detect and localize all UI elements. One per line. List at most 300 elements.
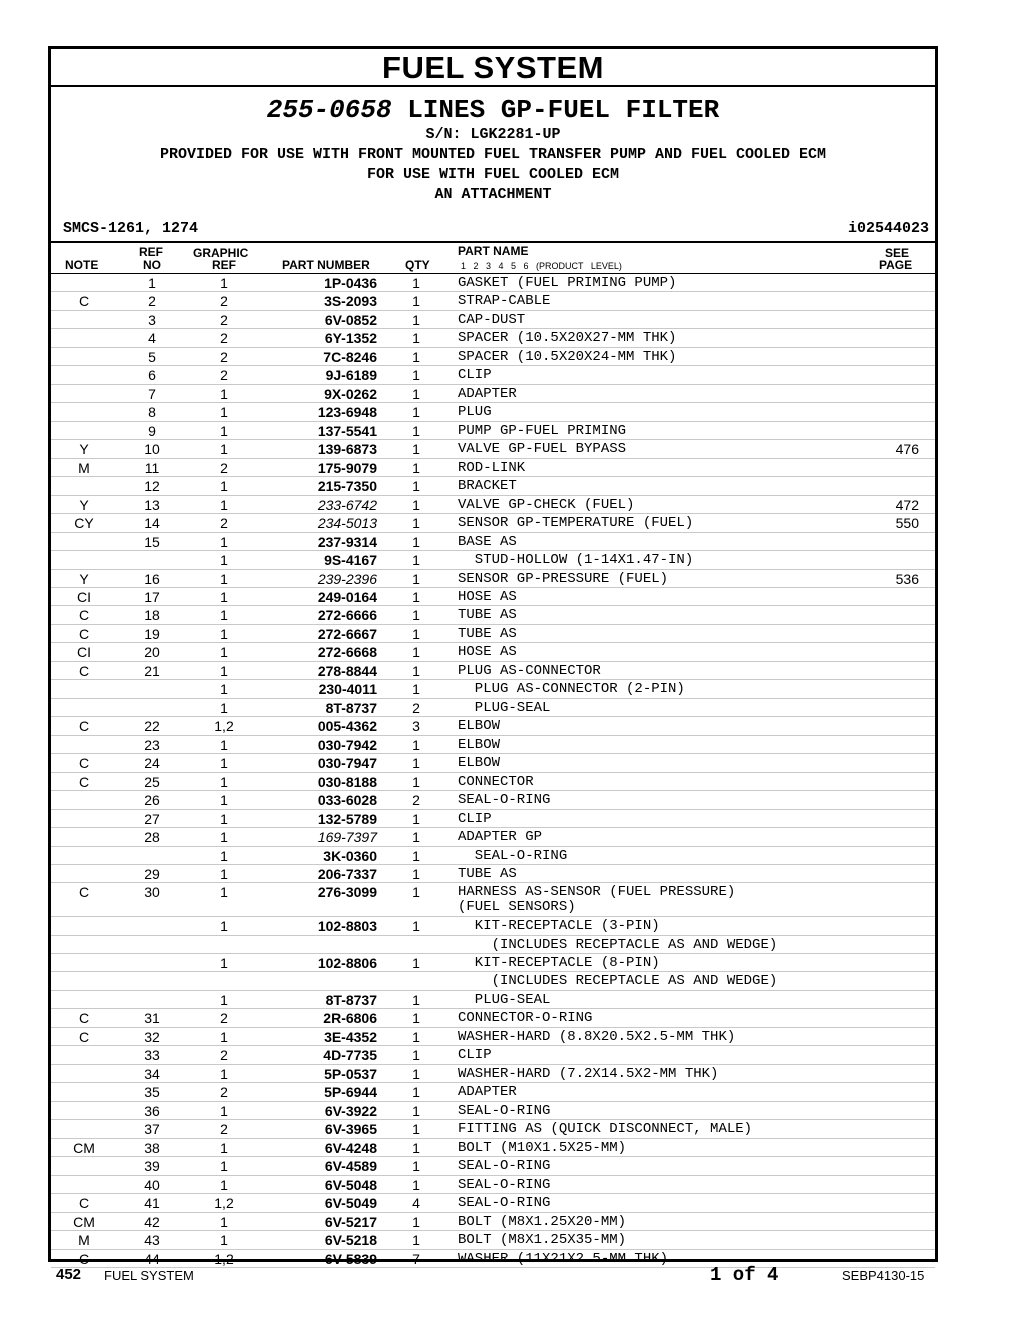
see-page-cell: 476 [895,441,919,458]
table-row [51,662,935,680]
qty-cell: 1 [412,1084,420,1101]
part-number-cell: 6V-5217 [324,1213,377,1230]
part-number-cell: 137-5541 [317,422,377,439]
ref-no-cell: 35 [144,1084,160,1101]
part-number-cell: 272-6666 [317,607,377,624]
group-name: LINES GP-FUEL FILTER [407,95,720,125]
part-number-cell: 276-3099 [317,884,377,901]
part-name-cell: PLUG AS-CONNECTOR (2-PIN) [458,681,685,698]
table-row [51,348,935,366]
part-number-cell: 234-5013 [317,515,377,532]
qty-cell: 1 [412,755,420,772]
part-name-cell: ELBOW [458,755,501,772]
qty-cell: 1 [412,404,420,421]
part-name-cell: SEAL-O-RING [458,1102,551,1119]
part-name-cell: BOLT (M8X1.25X20-MM) [458,1213,627,1230]
table-row [51,643,935,661]
qty-cell: 1 [412,348,420,365]
graphic-ref-cell: 2 [220,1121,228,1138]
part-number-cell: 6V-4589 [324,1158,377,1175]
ref-no-cell: 38 [144,1139,160,1156]
table-row [51,588,935,606]
part-name-cell: HOSE AS [458,588,517,605]
qty-cell: 1 [412,1176,420,1193]
table-row [51,883,935,917]
graphic-ref-cell: 1 [220,496,228,513]
note-cell: M [78,1232,90,1249]
graphic-ref-cell: 2 [220,330,228,347]
table-row [51,717,935,735]
note-cell: C [78,773,90,790]
parts-page-frame [48,46,938,1267]
graphic-ref-cell: 1 [220,1102,228,1119]
qty-cell: 1 [412,515,420,532]
qty-cell: 1 [412,866,420,882]
ref-no-cell: 26 [144,792,160,809]
part-name-cell: BOLT (M10X1.5X25-MM) [458,1139,627,1156]
part-number-cell: 9S-4167 [324,552,377,569]
part-number-cell: 272-6667 [317,625,377,642]
serial-number: S/N: LGK2281-UP [425,126,561,143]
ref-no-cell: 30 [144,884,160,901]
graphic-ref-cell: 1 [220,422,228,439]
part-number-cell: 030-7947 [317,755,377,772]
table-row [51,311,935,329]
part-name-cell: CONNECTOR-O-RING [458,1010,593,1027]
ref-no-cell: 29 [144,866,160,882]
part-number-cell: 102-8806 [317,955,377,971]
col-ref-no-line1: REF [139,245,163,259]
col-note: NOTE [65,258,99,272]
part-number-cell: 169-7397 [317,829,377,846]
graphic-ref-cell: 2 [220,293,228,310]
part-name-cell: PLUG [458,404,492,421]
qty-cell: 7 [412,1250,420,1267]
part-name-cell: PLUG-SEAL [458,991,551,1008]
col-qty: QTY [405,258,430,272]
graphic-ref-cell: 1 [220,1176,228,1193]
part-name-cell: BOLT (M8X1.25X35-MM) [458,1232,627,1249]
part-number-cell: 3S-2093 [324,293,377,310]
see-page-cell: 550 [895,515,919,532]
note-cell: CI [77,644,91,661]
graphic-ref-cell: 1 [220,991,228,1008]
part-name-cell: HOSE AS [458,644,517,661]
table-row [51,1120,935,1138]
ref-no-cell: 9 [148,422,156,439]
note-cell: CI [77,588,91,605]
qty-cell: 1 [412,829,420,846]
table-row [51,1083,935,1101]
part-number-cell: 6V-0852 [324,311,377,328]
part-name-cell: HARNESS AS-SENSOR (FUEL PRESSURE) [458,884,736,901]
graphic-ref-cell: 1 [220,792,228,809]
qty-cell: 1 [412,293,420,310]
part-number-cell: 206-7337 [317,866,377,882]
ref-no-cell: 12 [144,478,160,495]
ref-no-cell: 34 [144,1065,160,1082]
qty-cell: 1 [412,311,420,328]
ref-no-cell: 19 [144,625,160,642]
table-row [51,810,935,828]
note-cell: C [78,884,90,901]
graphic-ref-cell: 1 [220,955,228,971]
graphic-ref-cell: 2 [220,311,228,328]
col-see-page-line1: SEE [885,246,910,260]
qty-cell: 1 [412,1139,420,1156]
note-cell: C [78,625,90,642]
graphic-ref-cell: 1 [220,918,228,935]
qty-cell: 1 [412,478,420,495]
part-name-cell: SENSOR GP-TEMPERATURE (FUEL) [458,515,694,532]
qty-cell: 1 [412,1121,420,1138]
part-number-cell: 6V-3965 [324,1121,377,1138]
part-name-cell: SEAL-O-RING [458,792,551,809]
usage-note-1: PROVIDED FOR USE WITH FRONT MOUNTED FUEL TRANSFER PUMP AND FUEL COOLED ECM [159,146,827,163]
part-name-cell: CLIP [458,810,492,827]
part-name-cell: VALVE GP-CHECK (FUEL) [458,496,635,513]
table-row [51,847,935,865]
table-row [51,1213,935,1231]
part-number-cell: 5P-0537 [324,1065,377,1082]
part-name-cell: FITTING AS (QUICK DISCONNECT, MALE) [458,1121,753,1138]
ref-no-cell: 25 [144,773,160,790]
graphic-ref-cell: 1 [220,681,228,698]
note-cell: C [78,662,90,679]
qty-cell: 1 [412,330,420,347]
qty-cell: 1 [412,955,420,971]
note-cell: C [78,1195,90,1212]
table-row [51,1028,935,1046]
part-number-cell: 132-5789 [317,810,377,827]
part-number-cell: 5P-6944 [324,1084,377,1101]
ref-no-cell: 7 [148,385,156,402]
section-title: FUEL SYSTEM [51,49,935,87]
part-name-cell: TUBE AS [458,607,517,624]
table-row [51,551,935,569]
table-row [51,754,935,772]
page-footer [0,1262,1020,1292]
part-name-cell: ELBOW [458,718,501,735]
graphic-ref-cell: 1 [220,404,228,421]
ref-no-cell: 28 [144,829,160,846]
graphic-ref-cell: 2 [220,1047,228,1064]
part-name-cell: SEAL-O-RING [458,847,568,864]
part-number-cell: 230-4011 [318,681,377,698]
part-name-cell: BASE AS [458,533,517,550]
note-cell: CY [74,515,94,532]
graphic-ref-cell: 2 [220,367,228,384]
ref-no-cell: 3 [148,311,156,328]
qty-cell: 1 [412,1010,420,1027]
note-cell: C [78,607,90,624]
part-name-cell: ROD-LINK [458,459,526,476]
note-cell: C [78,1028,90,1045]
table-row [51,366,935,384]
part-number-cell: 6V-5218 [324,1232,377,1249]
part-number-cell: 3E-4352 [324,1028,377,1045]
part-number-cell: 6V-5048 [324,1176,377,1193]
graphic-ref-cell: 1 [220,1232,228,1249]
part-name-cell: PLUG-SEAL [458,699,551,716]
part-name-cell: TUBE AS [458,625,517,642]
graphic-ref-cell: 1 [220,275,228,291]
usage-note-2: FOR USE WITH FUEL COOLED ECM [366,166,620,183]
ref-no-cell: 32 [144,1028,160,1045]
part-number-cell: 2R-6806 [323,1010,377,1027]
table-row [51,570,935,588]
col-graphic-ref-line1: GRAPHIC [193,246,249,260]
part-name-cell: SEAL-O-RING [458,1176,551,1193]
graphic-ref-cell: 1 [220,607,228,624]
part-number-cell: 030-7942 [317,736,377,753]
table-row [51,274,935,292]
part-name-cell: CAP-DUST [458,311,526,328]
graphic-ref-cell: 1 [220,441,228,458]
ref-no-cell: 40 [144,1176,160,1193]
qty-cell: 1 [412,1158,420,1175]
ref-no-cell: 17 [144,588,160,605]
note-cell: C [78,1250,90,1267]
ref-no-cell: 10 [144,441,160,458]
graphic-ref-cell: 1,2 [214,1250,234,1267]
table-row [51,1009,935,1027]
ref-no-cell: 16 [144,570,160,587]
part-name-cell: ADAPTER [458,385,517,402]
part-number-cell: 239-2396 [317,570,377,587]
table-row [51,773,935,791]
part-number-cell: 8T-8737 [325,699,377,716]
graphic-ref-cell: 1 [220,699,228,716]
qty-cell: 1 [412,1065,420,1082]
ref-no-cell: 33 [144,1047,160,1064]
qty-cell: 1 [412,625,420,642]
qty-cell: 1 [412,496,420,513]
part-number-cell: 6V-3922 [324,1102,377,1119]
table-row [51,699,935,717]
ref-no-cell: 5 [148,348,156,365]
group-header [51,95,935,243]
see-page-cell: 472 [895,496,919,513]
graphic-ref-cell: 1,2 [214,1195,234,1212]
ref-no-cell: 21 [144,662,160,679]
qty-cell: 1 [412,736,420,753]
qty-cell: 1 [412,385,420,402]
ref-no-cell: 41 [144,1195,160,1212]
part-name-cell: CLIP [458,1047,492,1064]
qty-cell: 1 [412,918,420,935]
qty-cell: 4 [412,1195,420,1212]
graphic-ref-cell: 1 [220,662,228,679]
smcs-code: SMCS-1261, 1274 [63,220,199,237]
table-row [51,496,935,514]
qty-cell: 1 [412,1102,420,1119]
table-row [51,736,935,754]
part-name-cell: SPACER (10.5X20X27-MM THK) [458,330,677,347]
part-number-cell: 6V-5049 [324,1195,377,1212]
col-see-page-line2: PAGE [879,258,913,272]
graphic-ref-cell: 2 [220,1084,228,1101]
part-number-cell: 6Y-1352 [324,330,377,347]
part-name-cell: BRACKET [458,478,517,495]
usage-note-3: AN ATTACHMENT [434,186,552,203]
table-row [51,440,935,458]
see-page-cell: 536 [895,570,919,587]
qty-cell: 2 [412,792,420,809]
graphic-ref-cell: 1 [220,1158,228,1175]
ref-no-cell: 36 [144,1102,160,1119]
table-row [51,606,935,624]
qty-cell: 1 [412,459,420,476]
qty-cell: 1 [412,1213,420,1230]
part-number-cell: 4D-7735 [323,1047,377,1064]
note-cell: M [78,459,90,476]
table-row [51,1231,935,1249]
table-row [51,477,935,495]
part-number-cell: 1P-0436 [324,275,377,291]
qty-cell: 1 [412,773,420,790]
part-name-cell: VALVE GP-FUEL BYPASS [458,441,627,458]
part-number-cell: 8T-8737 [325,991,377,1008]
ref-no-cell: 8 [148,404,156,421]
graphic-ref-cell: 1 [220,625,228,642]
part-number-cell: 272-6668 [317,644,377,661]
note-cell: Y [79,496,89,513]
qty-cell: 1 [412,662,420,679]
graphic-ref-cell: 1 [220,736,228,753]
part-name-cell: CONNECTOR [458,773,534,790]
qty-cell: 1 [412,681,420,698]
group-number: 255-0658 [266,95,392,125]
part-name-cell: CLIP [458,367,492,384]
table-row [51,1194,935,1212]
part-name-cell: WASHER (11X21X2.5-MM THK) [458,1250,669,1267]
qty-cell: 1 [412,1047,420,1064]
qty-cell: 1 [412,884,420,901]
graphic-ref-cell: 2 [220,459,228,476]
table-row [51,1157,935,1175]
table-row [51,1139,935,1157]
footer-page-number: 452 [56,1266,82,1283]
part-number-cell: 7C-8246 [323,348,377,365]
ref-no-cell: 43 [144,1232,160,1249]
part-name-cell: PUMP GP-FUEL PRIMING [458,422,627,439]
part-number-cell: 175-9079 [317,459,377,476]
ref-no-cell: 4 [148,330,156,347]
table-row [51,936,935,954]
footer-section: FUEL SYSTEM [104,1268,194,1283]
ref-no-cell: 24 [144,755,160,772]
note-cell: CM [73,1213,95,1230]
ref-no-cell: 14 [144,515,160,532]
footer-page-of: 1 of 4 [710,1264,779,1286]
graphic-ref-cell: 1 [220,1065,228,1082]
ref-no-cell: 27 [144,810,160,827]
ref-no-cell: 44 [144,1250,160,1267]
part-name-cell: SENSOR GP-PRESSURE (FUEL) [458,570,669,587]
part-number-cell: 030-8188 [317,773,377,790]
qty-cell: 1 [412,533,420,550]
graphic-ref-cell: 1 [220,1139,228,1156]
table-row [51,533,935,551]
table-row [51,917,935,935]
note-cell: Y [79,570,89,587]
part-name-cell: (INCLUDES RECEPTACLE AS AND WEDGE) [458,936,778,953]
part-number-cell: 237-9314 [317,533,377,550]
part-number-cell: 033-6028 [317,792,377,809]
ref-no-cell: 42 [144,1213,160,1230]
illustration-id: i02544023 [847,220,929,237]
qty-cell: 1 [412,422,420,439]
part-name-cell: (INCLUDES RECEPTACLE AS AND WEDGE) [458,973,778,990]
table-row [51,828,935,846]
part-name-cell: GASKET (FUEL PRIMING PUMP) [458,275,677,291]
part-name-cell: ELBOW [458,736,501,753]
table-row [51,422,935,440]
table-row [51,791,935,809]
ref-no-cell: 15 [144,533,160,550]
table-row [51,972,935,990]
graphic-ref-cell: 1 [220,773,228,790]
qty-cell: 1 [412,847,420,864]
col-part-number: PART NUMBER [282,258,370,272]
ref-no-cell: 13 [144,496,160,513]
ref-no-cell: 22 [144,718,160,735]
part-number-cell: 005-4362 [317,718,377,735]
part-name-cell: STUD-HOLLOW (1-14X1.47-IN) [458,552,694,569]
table-row [51,625,935,643]
part-number-cell: 9J-6189 [325,367,377,384]
table-row [51,385,935,403]
ref-no-cell: 39 [144,1158,160,1175]
qty-cell: 1 [412,588,420,605]
column-headers [51,243,935,274]
table-row [51,1176,935,1194]
part-number-cell: 3K-0360 [323,847,377,864]
table-row [51,865,935,883]
qty-cell: 1 [412,991,420,1008]
graphic-ref-cell: 1 [220,644,228,661]
part-name-cell: SEAL-O-RING [458,1158,551,1175]
part-name-cell: SPACER (10.5X20X24-MM THK) [458,348,677,365]
part-number-cell: 215-7350 [317,478,377,495]
note-cell: C [78,755,90,772]
ref-no-cell: 2 [148,293,156,310]
ref-no-cell: 20 [144,644,160,661]
ref-no-cell: 1 [148,275,156,291]
table-row [51,1065,935,1083]
footer-doc-id: SEBP4130-15 [842,1268,925,1283]
table-row [51,954,935,972]
ref-no-cell: 31 [144,1010,160,1027]
graphic-ref-cell: 1 [220,1028,228,1045]
qty-cell: 1 [412,810,420,827]
part-name-cell: ADAPTER [458,1084,517,1101]
graphic-ref-cell: 1 [220,755,228,772]
col-graphic-ref-line2: REF [212,258,236,272]
graphic-ref-cell: 2 [220,348,228,365]
part-name-cell: KIT-RECEPTACLE (3-PIN) [458,918,660,935]
part-name-cell: KIT-RECEPTACLE (8-PIN) [458,955,660,971]
ref-no-cell: 18 [144,607,160,624]
part-number-cell: 102-8803 [317,918,377,935]
part-name-cell: ADAPTER GP [458,829,543,846]
table-row [51,1102,935,1120]
qty-cell: 1 [412,607,420,624]
qty-cell: 1 [412,570,420,587]
group-title [51,95,935,125]
qty-cell: 1 [412,367,420,384]
